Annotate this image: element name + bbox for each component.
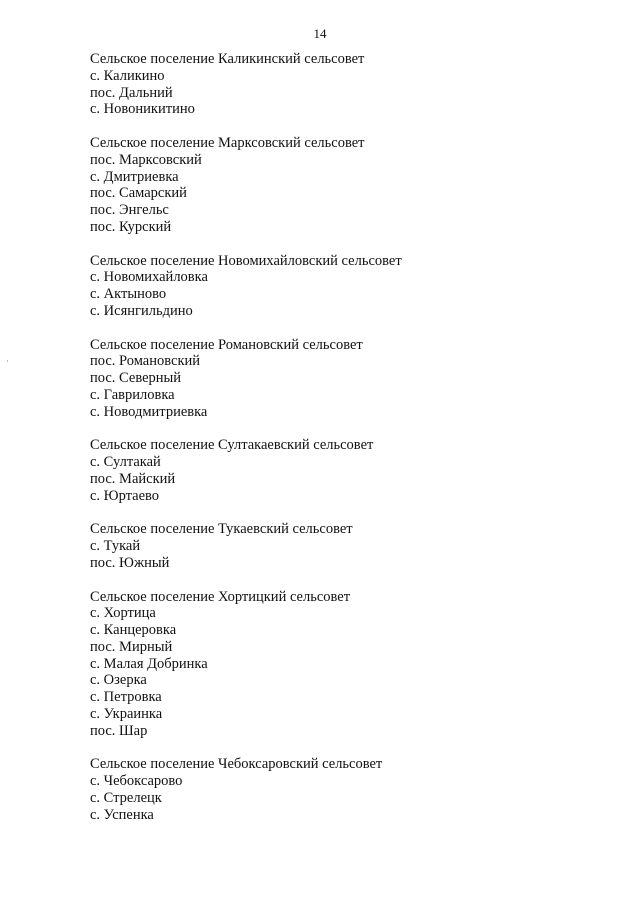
section-title: Сельское поселение Новомихайловский сельсовет [90, 252, 402, 269]
section-title: Сельское поселение Чебоксаровский сельсовет [90, 756, 383, 773]
settlement-item: с. Новомихайловка [90, 269, 208, 286]
settlement-item: с. Каликино [90, 67, 165, 84]
settlement-item: с. Тукай [90, 538, 141, 555]
settlement-item: с. Исянгильдино [90, 302, 193, 319]
settlement-item: с. Новодмитриевка [90, 403, 208, 420]
settlement-item: пос. Романовский [90, 353, 201, 370]
settlement-item: пос. Марксовский [90, 151, 202, 168]
settlement-item: с. Успенка [90, 806, 154, 823]
section-cheboksarovsky [90, 756, 610, 823]
settlement-item: пос. Дальний [90, 84, 173, 101]
settlement-item: с. Стрелецк [90, 790, 162, 807]
page-number: 14 [313, 26, 327, 41]
section-title: Сельское поселение Тукаевский сельсовет [90, 521, 353, 538]
settlement-item: с. Украинка [90, 706, 163, 723]
section-title: Сельское поселение Каликинский сельсовет [90, 51, 365, 67]
settlement-item: с. Юртаево [90, 487, 160, 504]
settlement-item: пос. Майский [90, 470, 176, 487]
settlement-item: с. Чебоксарово [90, 773, 183, 790]
settlement-item: с. Новоникитино [90, 101, 195, 118]
settlement-item: с. Хортица [90, 605, 156, 622]
settlement-item: с. Озерка [90, 672, 147, 689]
section-title: Сельское поселение Султакаевский сельсовет [90, 437, 374, 454]
settlement-item: пос. Северный [90, 370, 182, 387]
settlement-item: пос. Самарский [90, 185, 187, 202]
settlement-item: с. Петровка [90, 689, 162, 706]
settlement-item: пос. Мирный [90, 638, 173, 655]
settlement-item: с. Канцеровка [90, 622, 177, 639]
settlement-item: пос. Энгельс [90, 202, 169, 219]
settlement-item: с. Султакай [90, 454, 161, 471]
section-novomikhaylovsky [90, 253, 610, 320]
settlement-item: с. Дмитриевка [90, 168, 179, 185]
section-romanovsky [90, 337, 610, 421]
section-title: Сельское поселение Хортицкий сельсовет [90, 588, 351, 605]
section-kalikinsky [90, 51, 610, 118]
scan-speck [7, 360, 8, 362]
section-tukaevsky [90, 521, 610, 571]
settlement-item: с. Гавриловка [90, 386, 175, 403]
section-marksovsky [90, 135, 610, 236]
settlement-item: с. Актыново [90, 286, 167, 303]
section-title: Сельское поселение Романовский сельсовет [90, 336, 363, 353]
settlement-item: пос. Курский [90, 218, 172, 235]
section-sultakaevsky [90, 437, 610, 504]
settlement-list [90, 51, 610, 840]
section-title: Сельское поселение Марксовский сельсовет [90, 134, 365, 151]
section-khortitsky [90, 589, 610, 740]
settlement-item: пос. Южный [90, 554, 170, 571]
settlement-item: пос. Шар [90, 722, 148, 739]
settlement-item: с. Малая Добринка [90, 655, 208, 672]
